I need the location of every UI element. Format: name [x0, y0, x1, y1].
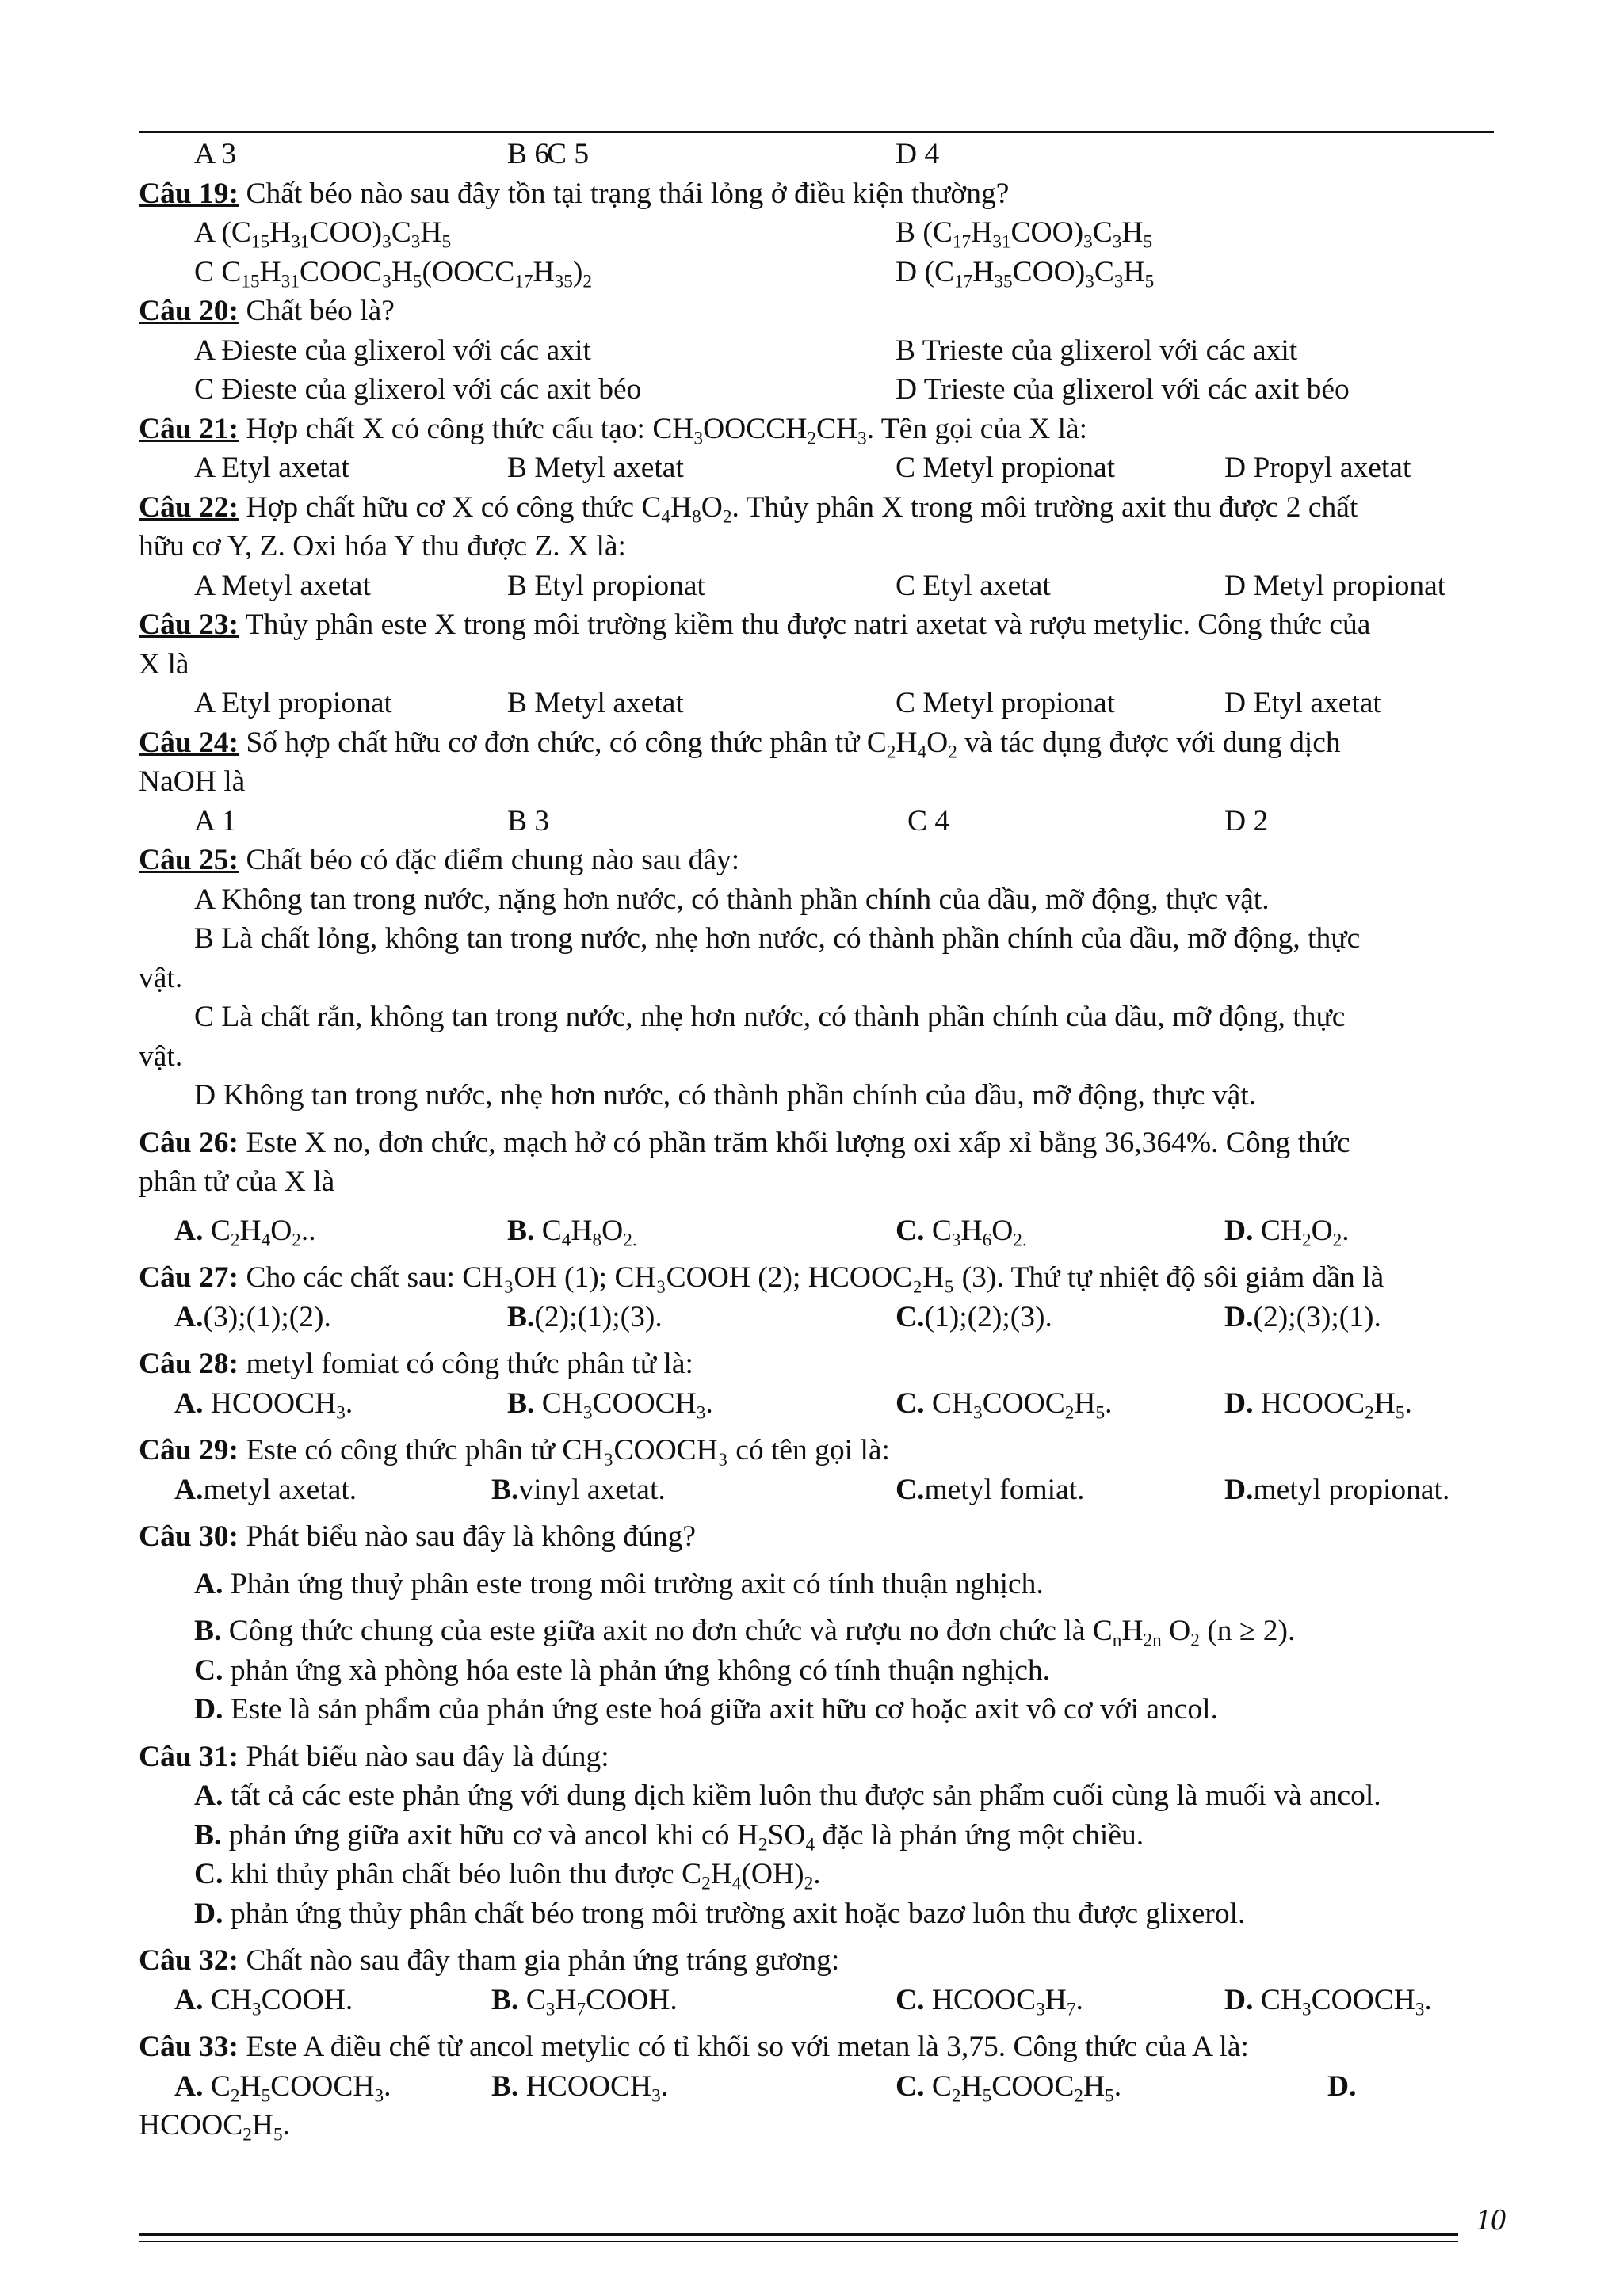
q19-options-row2 — [139, 253, 1518, 292]
q27-option-d: D. (2);(3);(1). — [1224, 1300, 1381, 1333]
q26-option-d: D. $CH_2O_2$. — [1224, 1214, 1350, 1250]
q24-option-b: B 3 — [507, 804, 550, 837]
q32-option-d: D. $CH_3COOCH_3$. — [1224, 1983, 1432, 2019]
q25-option-c-cont: vật. — [139, 1039, 183, 1073]
q26-options — [139, 1211, 1518, 1251]
question-label: Câu 21: — [139, 412, 239, 445]
question-26-line2: phân tử của X là — [139, 1165, 335, 1198]
q29-option-a: A. metyl axetat. — [174, 1473, 357, 1506]
q22-option-c: C Etyl axetat — [896, 569, 1051, 602]
q26-option-b: B. $C_4H_8O_{2.}$ — [507, 1214, 637, 1250]
q31-option-c: C. khi thủy phân chất béo luôn thu được $C_2H_4(OH)_2$. — [194, 1858, 821, 1894]
q21-option-d: D Propyl axetat — [1224, 452, 1411, 484]
q33-option-d: D. — [1327, 2069, 1357, 2103]
question-31 — [139, 1737, 1518, 1777]
q29-option-b: B. vinyl axetat. — [491, 1473, 666, 1506]
question-text: Phát biểu nào sau đây là không đúng? — [246, 1520, 697, 1553]
q28-option-c: C. $CH_3COOC_2H_5$. — [896, 1386, 1113, 1423]
q20-options-row2 — [139, 370, 1518, 410]
q27-options — [139, 1298, 1518, 1337]
q22-option-b: B Etyl propionat — [507, 569, 705, 602]
question-29 — [139, 1431, 1518, 1470]
q22-options — [139, 566, 1518, 606]
question-22 — [139, 488, 1518, 528]
question-23 — [139, 605, 1518, 645]
q18-option-d: D 4 — [896, 138, 940, 170]
question-label: Câu 32: — [139, 1944, 239, 1977]
question-label: Câu 31: — [139, 1740, 239, 1773]
q31-option-d: D. phản ứng thủy phân chất béo trong môi trường axit hoặc bazơ luôn thu được glixerol. — [194, 1897, 1246, 1930]
question-text: Este A điều chế từ ancol metylic có tỉ khối so với metan là 3,75. Công thức của A là: — [246, 2031, 1249, 2063]
q20-option-c: C Đieste của glixerol với các axit béo — [194, 373, 642, 406]
question-text: Hợp chất X có công thức cấu tạo: $CH_3OOCCH_2CH_3$. Tên gọi của X là: — [246, 412, 1088, 448]
q21-option-a: A Etyl axetat — [194, 452, 349, 484]
q23-option-c: C Metyl propionat — [896, 687, 1116, 719]
question-33 — [139, 2027, 1518, 2067]
q27-option-b: B. (2);(1);(3). — [507, 1300, 663, 1333]
q18-option-c: C 5 — [547, 138, 590, 170]
question-label: Câu 20: — [139, 295, 239, 327]
q19-option-c: C $C_{15}H_{31}COOC_3H_5(OOCC_{17}H_{35})_2$ — [194, 255, 592, 292]
q30-option-b: B. Công thức chung của este giữa axit no đơn chức và rượu no đơn chức là $C_nH_{2n}$ $O_2$ (n ≥ 2). — [194, 1615, 1296, 1651]
q30-option-a: A. Phản ứng thuỷ phân este trong môi trường axit có tính thuận nghịch. — [194, 1567, 1044, 1600]
q24-option-c: C 4 — [907, 804, 950, 837]
q28-option-d: D. $HCOOC_2H_5$. — [1224, 1386, 1412, 1423]
question-label: Câu 25: — [139, 844, 239, 876]
q21-options — [139, 448, 1518, 488]
question-text: Thủy phân este X trong môi trường kiềm thu được natri axetat và rượu metylic. Công thức của — [245, 608, 1371, 641]
q29-option-c: C. metyl fomiat. — [896, 1473, 1085, 1506]
q29-options — [139, 1470, 1518, 1510]
q30-option-c: C. phản ứng xà phòng hóa este là phản ứng không có tính thuận nghịch. — [194, 1653, 1051, 1687]
q32-option-b: B. $C_3H_7COOH$. — [491, 1983, 678, 2019]
question-label: Câu 28: — [139, 1348, 239, 1380]
q33-option-a: A. $C_2H_5COOCH_3$. — [174, 2069, 391, 2106]
q18-option-b: B 6 — [507, 138, 550, 170]
q33-option-c: C. $C_2H_5COOC_2H_5$. — [896, 2069, 1122, 2106]
header-rule — [139, 131, 1494, 133]
q24-option-d: D 2 — [1224, 804, 1269, 837]
question-20 — [139, 292, 1518, 331]
q28-options — [139, 1384, 1518, 1424]
question-text: Cho các chất sau: CH₃OH (1); CH₃COOH (2); HCOOC₂H₅ (3). Thứ tự nhiệt độ sôi giảm dần là — [246, 1261, 1384, 1294]
q18-options — [139, 135, 1518, 174]
question-label: Câu 33: — [139, 2031, 239, 2063]
question-text: Chất béo nào sau đây tồn tại trạng thái lỏng ở điều kiện thường? — [246, 177, 1010, 210]
question-22-line2: hữu cơ Y, Z. Oxi hóa Y thu được Z. X là: — [139, 530, 626, 563]
q20-option-b: B Trieste của glixerol với các axit — [896, 334, 1298, 367]
question-text: Số hợp chất hữu cơ đơn chức, có công thức phân tử $C_2H_4O_2$ và tác dụng được với dung dịch — [246, 726, 1341, 762]
q27-option-a: A. (3);(1);(2). — [174, 1300, 331, 1333]
q19-option-b: B $(C_{17}H_{31}COO)_3C_3H_5$ — [896, 216, 1153, 253]
question-label: Câu 19: — [139, 177, 239, 210]
page-number: 10 — [1476, 2203, 1506, 2237]
q28-option-a: A. $HCOOCH_3$. — [174, 1386, 353, 1423]
q25-option-d: D Không tan trong nước, nhẹ hơn nước, có thành phần chính của dầu, mỡ động, thực vật. — [194, 1079, 1257, 1112]
q18-option-a: A 3 — [194, 138, 237, 170]
q33-option-d-value: $HCOOC_2H_5$. — [139, 2109, 290, 2145]
q20-option-a: A Đieste của glixerol với các axit — [194, 334, 591, 367]
question-label: Câu 24: — [139, 726, 239, 759]
q21-option-b: B Metyl axetat — [507, 452, 684, 484]
question-19 — [139, 174, 1518, 214]
question-label: Câu 27: — [139, 1261, 239, 1294]
q19-option-d: D $(C_{17}H_{35}COO)_3C_3H_5$ — [896, 255, 1155, 292]
question-text: Chất béo là? — [246, 295, 395, 327]
q25-option-a: A Không tan trong nước, nặng hơn nước, có thành phần chính của dầu, mỡ động, thực vật. — [194, 883, 1270, 916]
q23-option-b: B Metyl axetat — [507, 687, 684, 719]
q28-option-b: B. $CH_3COOCH_3$. — [507, 1386, 713, 1423]
question-21 — [139, 410, 1518, 449]
footer-rule-thick — [139, 2233, 1458, 2236]
q26-option-c: C. $C_3H_6O_{2.}$ — [896, 1214, 1027, 1250]
footer-rule-thin — [139, 2241, 1458, 2242]
question-26 — [139, 1123, 1518, 1163]
q22-option-d: D Metyl propionat — [1224, 569, 1446, 602]
q22-option-a: A Metyl axetat — [194, 569, 371, 602]
q25-option-b: B Là chất lỏng, không tan trong nước, nhẹ hơn nước, có thành phần chính của dầu, mỡ động, thực — [194, 922, 1361, 955]
question-24 — [139, 723, 1518, 763]
question-text: Este có công thức phân tử CH₃COOCH₃ có tên gọi là: — [246, 1434, 890, 1466]
q31-option-b: B. phản ứng giữa axit hữu cơ và ancol khi có $H_2SO_4$ đặc là phản ứng một chiều. — [194, 1818, 1144, 1855]
q32-option-c: C. $HCOOC_3H_7$. — [896, 1983, 1083, 2019]
question-30 — [139, 1517, 1518, 1557]
q30-option-d: D. Este là sản phẩm của phản ứng este hoá giữa axit hữu cơ hoặc axit vô cơ với ancol. — [194, 1693, 1218, 1726]
question-text: Phát biểu nào sau đây là đúng: — [246, 1740, 609, 1773]
question-23-line2: X là — [139, 647, 189, 681]
q24-options — [139, 802, 1518, 841]
q20-options-row1 — [139, 331, 1518, 371]
document-body — [139, 135, 1518, 2145]
question-27 — [139, 1258, 1518, 1298]
q23-option-a: A Etyl propionat — [194, 687, 392, 719]
q33-option-b: B. $HCOOCH_3$. — [491, 2069, 669, 2106]
question-text: Chất nào sau đây tham gia phản ứng tráng gương: — [246, 1944, 840, 1977]
question-25 — [139, 841, 1518, 880]
q19-option-a: A $(C_{15}H_{31}COO)_3C_3H_5$ — [194, 216, 452, 253]
question-24-line2: NaOH là — [139, 765, 246, 798]
question-text: Chất béo có đặc điểm chung nào sau đây: — [246, 844, 740, 876]
q25-option-c: C Là chất rắn, không tan trong nước, nhẹ hơn nước, có thành phần chính của dầu, mỡ động, thực — [194, 1001, 1346, 1033]
q29-option-d: D. metyl propionat. — [1224, 1473, 1450, 1506]
q21-option-c: C Metyl propionat — [896, 452, 1116, 484]
question-28 — [139, 1344, 1518, 1384]
q25-option-b-cont: vật. — [139, 961, 183, 994]
question-label: Câu 23: — [139, 608, 239, 641]
q19-options-row1 — [139, 213, 1518, 253]
q32-options — [139, 1981, 1518, 2020]
q20-option-d: D Trieste của glixerol với các axit béo — [896, 373, 1350, 406]
q27-option-c: C. (1);(2);(3). — [896, 1300, 1052, 1333]
q23-option-d: D Etyl axetat — [1224, 687, 1381, 719]
q33-options — [139, 2067, 1518, 2107]
q32-option-a: A. $CH_3COOH$. — [174, 1983, 353, 2019]
q26-option-a: A. $C_2H_4O_2$.. — [174, 1214, 316, 1250]
question-text: Este X no, đơn chức, mạch hở có phần trăm khối lượng oxi xấp xỉ bằng 36,364%. Công thức — [246, 1126, 1350, 1159]
question-32 — [139, 1941, 1518, 1981]
question-label: Câu 30: — [139, 1520, 239, 1553]
q31-option-a: A. tất cả các este phản ứng với dung dịch kiềm luôn thu được sản phẩm cuối cùng là muối và ancol. — [194, 1779, 1381, 1812]
question-label: Câu 29: — [139, 1434, 239, 1466]
question-text: Hợp chất hữu cơ X có công thức $C_4H_8O_2$. Thủy phân X trong môi trường axit thu được 2 chất — [246, 490, 1358, 527]
q23-options — [139, 684, 1518, 723]
question-label: Câu 22: — [139, 490, 239, 524]
question-label: Câu 26: — [139, 1126, 239, 1159]
q24-option-a: A 1 — [194, 804, 237, 837]
question-text: metyl fomiat có công thức phân tử là: — [246, 1348, 693, 1380]
